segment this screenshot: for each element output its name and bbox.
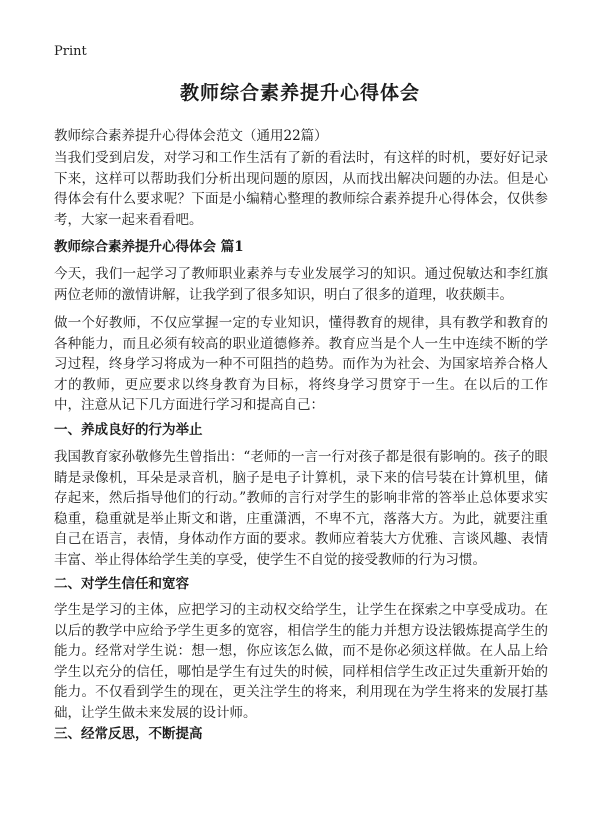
paragraph: 学生是学习的主体，应把学习的主动权交给学生，让学生在探索之中享受成功。在以后的教学中应给予学生更多的宽容，相信学生的能力并想方设法锻炼提高学生的能力。经常对学生说：想一想，你应该怎么做，而不是你必须这样做。在人品上给学生以充分的信任，哪怕是学生有过失的时候，同样相信学生改正过失重新开始的能力。不仅看到学生的现在，更关注学生的将来，利用现在为学生将来的发展打基础，让学生做未来发展的设计师。	[54, 602, 548, 721]
document-title: 教师综合素养提升心得体会	[179, 82, 420, 104]
document-subtitle: 教师综合素养提升心得体会范文（通用22篇）	[54, 128, 328, 144]
paragraph: 今天，我们一起学习了教师职业素养与专业发展学习的知识。通过倪敏达和李红旗两位老师的激情讲解，让我学到了很多知识，明白了很多的道理，收获颇丰。	[54, 266, 548, 303]
paragraph: 做一个好教师，不仅应掌握一定的专业知识，懂得教育的规律，具有教学和教育的各种能力，而且必须有较高的职业道德修养。教育应当是个人一生中连续不断的学习过程，终身学习将成为一种不可阻挡的趋势。而作为为社会、为国家培养合格人才的教师，更应要求以终身教育为目标，将终身学习贯穿于一生。在以后的工作中，注意从记下几方面进行学习和提高自己：	[54, 315, 548, 413]
subsection-heading: 二、对学生信任和宽容	[54, 576, 189, 592]
subsection-heading: 三、经常反思，不断提高	[54, 726, 203, 742]
intro-paragraph: 当我们受到启发，对学习和工作生活有了新的看法时，有这样的时机，要好好记录下来，这样可以帮助我们分析出现问题的原因，从而找出解决问题的办法。但是心得体会有什么要求呢？下面是小编精心整理的教师综合素养提升心得体会，仅供参考，大家一起来看看吧。	[54, 150, 548, 228]
print-link[interactable]: Print	[54, 44, 87, 59]
subsection-heading: 一、养成良好的行为举止	[54, 422, 203, 438]
section-heading: 教师综合素养提升心得体会 篇1	[54, 239, 244, 255]
paragraph: 我国教育家孙敬修先生曾指出：“老师的一言一行对孩子都是很有影响的。孩子的眼睛是录像机，耳朵是录音机，脑子是电子计算机，录下来的信号装在计算机里，储存起来，然后指导他们的行动。”教师的言行对学生的影响非常的答举止总体要求实稳重，稳重就是举止斯文和谐，庄重潇洒，不卑不亢，落落大方。为此，就要注重自己在语言，表情，身体动作方面的要求。教师应着装大方优雅、言谈风趣、表情丰富、举止得体给学生美的享受，使学生不自觉的接受教师的行为习惯。	[54, 449, 548, 568]
